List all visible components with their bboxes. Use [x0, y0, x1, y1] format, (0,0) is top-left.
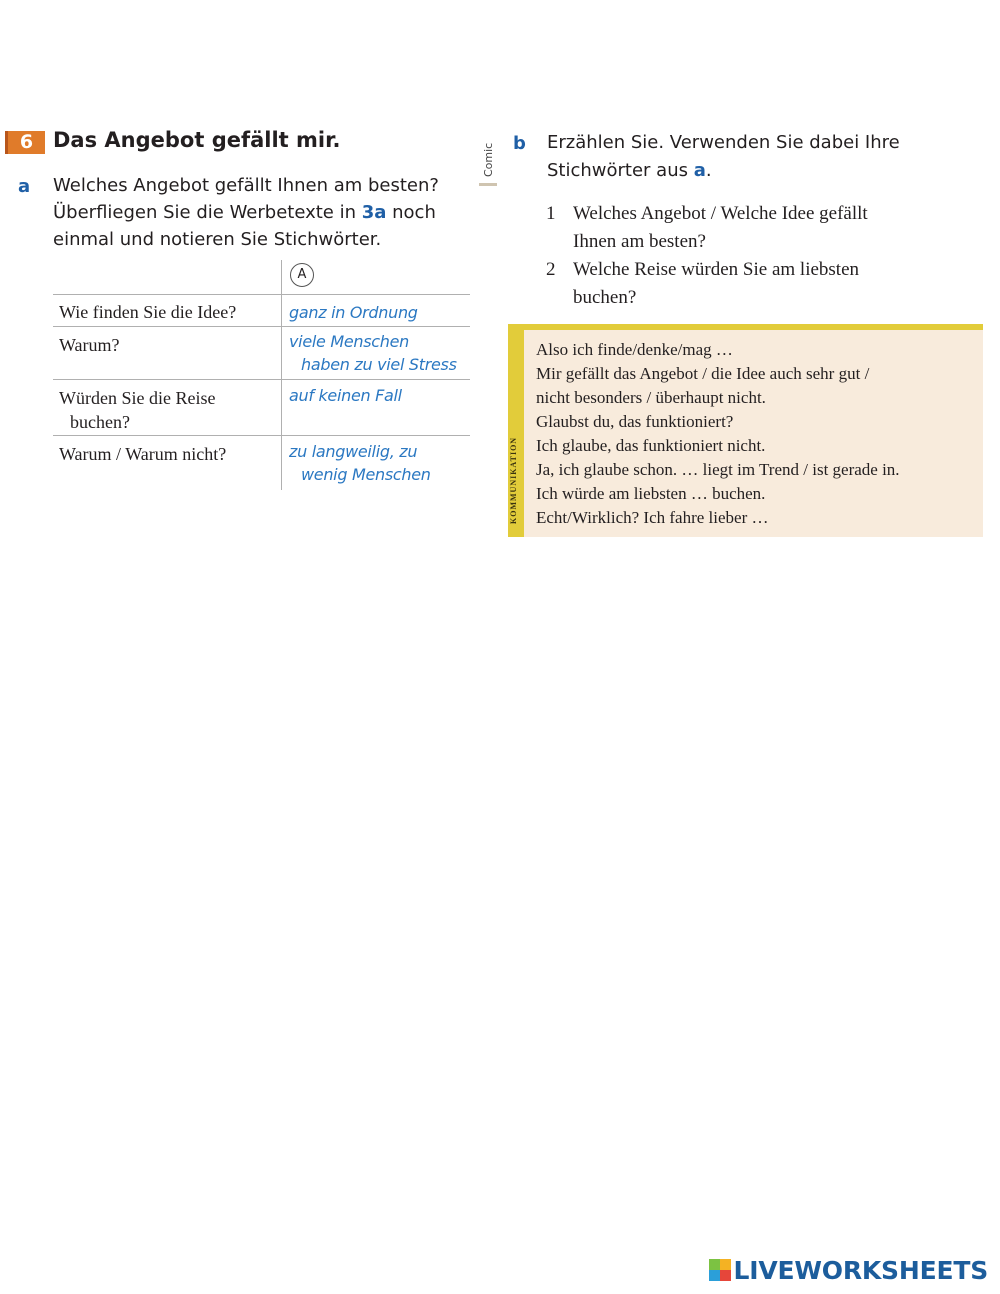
- exercise-number-badge: 6: [5, 131, 45, 154]
- phrase-line: Ich glaube, das funktioniert nicht.: [536, 436, 766, 455]
- part-a-instruction-line-1: Welches Angebot gefällt Ihnen am besten?: [53, 175, 439, 196]
- instruction-text: .: [705, 160, 712, 181]
- table-answer[interactable]: [289, 440, 469, 486]
- question-line: Welche Reise würden Sie am liebsten: [573, 259, 860, 280]
- instruction-text: noch: [386, 202, 436, 223]
- comic-side-label: Comic: [482, 142, 495, 178]
- answer-line: wenig Menschen: [301, 465, 431, 484]
- part-b-instruction: [547, 129, 977, 185]
- answer-line: ganz in Ordnung: [289, 303, 418, 322]
- part-a-letter: a: [18, 176, 31, 197]
- phrase-list: [536, 338, 981, 530]
- part-a-instruction: [53, 172, 478, 253]
- phrase-line: Glaubst du, das funktioniert?: [536, 412, 734, 431]
- question-line: buchen?: [573, 287, 637, 308]
- table-answer[interactable]: [289, 301, 469, 324]
- table-question: Wie finden Sie die Idee?: [59, 302, 237, 322]
- phrase-line: Ja, ich glaube schon. … liegt im Trend / ist gerade in.: [536, 460, 900, 479]
- row-divider: [53, 435, 470, 436]
- question-line: Welches Angebot / Welche Idee gefällt: [573, 203, 868, 224]
- question-line: buchen?: [70, 412, 130, 432]
- phrase-line: Also ich finde/denke/mag …: [536, 340, 733, 359]
- instruction-text: Stichwörter aus: [547, 160, 694, 181]
- part-a-instruction-line-2: [53, 199, 478, 226]
- comic-label-bar: [479, 183, 497, 186]
- discussion-questions: [546, 200, 986, 312]
- list-item: [546, 256, 986, 312]
- answer-line: auf keinen Fall: [289, 386, 402, 405]
- part-b-instruction-line-1: Erzählen Sie. Verwenden Sie dabei Ihre: [547, 132, 900, 153]
- part-a-instruction-line-3: einmal und notieren Sie Stichwörter.: [53, 229, 382, 250]
- answer-line: viele Menschen: [289, 332, 409, 351]
- table-question: [59, 386, 279, 434]
- row-divider: [53, 294, 470, 295]
- phrase-line: Mir gefällt das Angebot / die Idee auch sehr gut /: [536, 364, 870, 383]
- logo-text: LIVEWORKSHEETS: [733, 1255, 988, 1285]
- question-line: Ihnen am besten?: [573, 231, 706, 252]
- kommunikation-label: KOMMUNIKATION: [509, 436, 518, 524]
- question-number: 2: [546, 259, 556, 280]
- part-b-letter: b: [513, 133, 526, 154]
- liveworksheets-logo-icon: [709, 1259, 731, 1281]
- table-question: Warum / Warum nicht?: [59, 444, 227, 464]
- notes-table: [53, 260, 470, 490]
- answer-line: haben zu viel Stress: [301, 355, 457, 374]
- table-answer[interactable]: [289, 330, 469, 376]
- instruction-text: Überfliegen Sie die Werbetexte in: [53, 202, 362, 223]
- reference-a: a: [693, 160, 706, 181]
- part-b-instruction-line-2: [547, 157, 977, 185]
- column-a-label: A: [290, 263, 314, 287]
- question-number: 1: [546, 203, 556, 224]
- liveworksheets-logo: [709, 1255, 988, 1285]
- phrase-line: Echt/Wirklich? Ich fahre lieber …: [536, 508, 769, 527]
- kommunikation-box: [508, 324, 983, 537]
- question-line: Würden Sie die Reise: [59, 388, 216, 408]
- exercise-title: Das Angebot gefällt mir.: [53, 128, 341, 152]
- reference-3a: 3a: [361, 202, 387, 223]
- table-question: Warum?: [59, 335, 120, 355]
- row-divider: [53, 379, 470, 380]
- phrase-line: nicht besonders / überhaupt nicht.: [536, 388, 766, 407]
- phrase-line: Ich würde am liebsten … buchen.: [536, 484, 766, 503]
- list-item: [546, 200, 986, 256]
- answer-line: zu langweilig, zu: [289, 442, 418, 461]
- row-divider: [53, 326, 470, 327]
- table-answer[interactable]: [289, 384, 469, 407]
